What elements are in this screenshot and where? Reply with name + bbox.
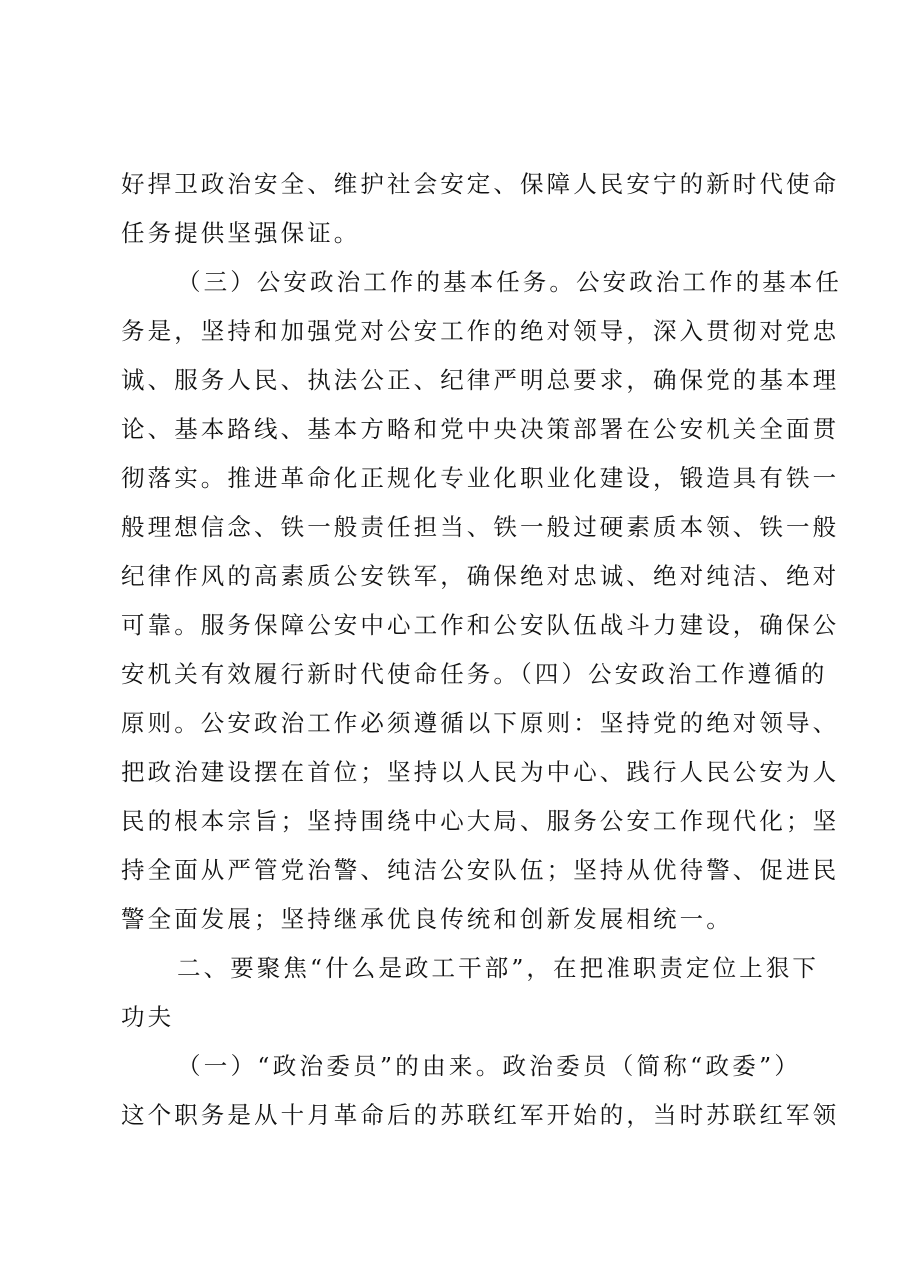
text-line: 可靠。服务保障公安中心工作和公安队伍战斗力建设，确保公: [121, 611, 840, 639]
text-line: 般理想信念、铁一般责任担当、铁一般过硬素质本领、铁一般: [121, 513, 840, 541]
text-line: 安机关有效履行新时代使命任务。（四）公安政治工作遵循的: [121, 660, 828, 688]
paragraph-start-line: （一）“政治委员”的由来。政治委员（简称“政委”）: [177, 1052, 801, 1080]
text-line: 警全面发展；坚持继承优良传统和创新发展相统一。: [121, 905, 733, 933]
text-line: 持全面从严管党治警、纯洁公安队伍；坚持从优待警、促进民: [121, 856, 840, 884]
text-line: 把政治建设摆在首位；坚持以人民为中心、践行人民公安为人: [121, 758, 840, 786]
text-line: 原则。公安政治工作必须遵循以下原则：坚持党的绝对领导、: [121, 709, 840, 737]
section-heading-line: 功夫: [121, 1003, 175, 1031]
text-line: 好捍卫政治安全、维护社会安定、保障人民安宁的新时代使命: [121, 170, 840, 198]
text-line: 彻落实。推进革命化正规化专业化职业化建设，锻造具有铁一: [121, 464, 840, 492]
text-line: 论、基本路线、基本方略和党中央决策部署在公安机关全面贯: [121, 415, 840, 443]
text-line: 务是，坚持和加强党对公安工作的绝对领导，深入贯彻对党忠: [121, 317, 840, 345]
text-line: 诚、服务人民、执法公正、纪律严明总要求，确保党的基本理: [121, 366, 840, 394]
text-line: 这个职务是从十月革命后的苏联红军开始的，当时苏联红军领: [121, 1101, 840, 1129]
text-line: 任务提供坚强保证。: [121, 219, 361, 247]
text-line: 纪律作风的高素质公安铁军，确保绝对忠诚、绝对纯洁、绝对: [121, 562, 840, 590]
section-heading-line: 二、要聚焦“什么是政工干部”，在把准职责定位上狠下: [177, 954, 820, 982]
paragraph-start-line: （三）公安政治工作的基本任务。公安政治工作的基本任: [177, 268, 842, 296]
text-line: 民的根本宗旨；坚持围绕中心大局、服务公安工作现代化；坚: [121, 807, 840, 835]
